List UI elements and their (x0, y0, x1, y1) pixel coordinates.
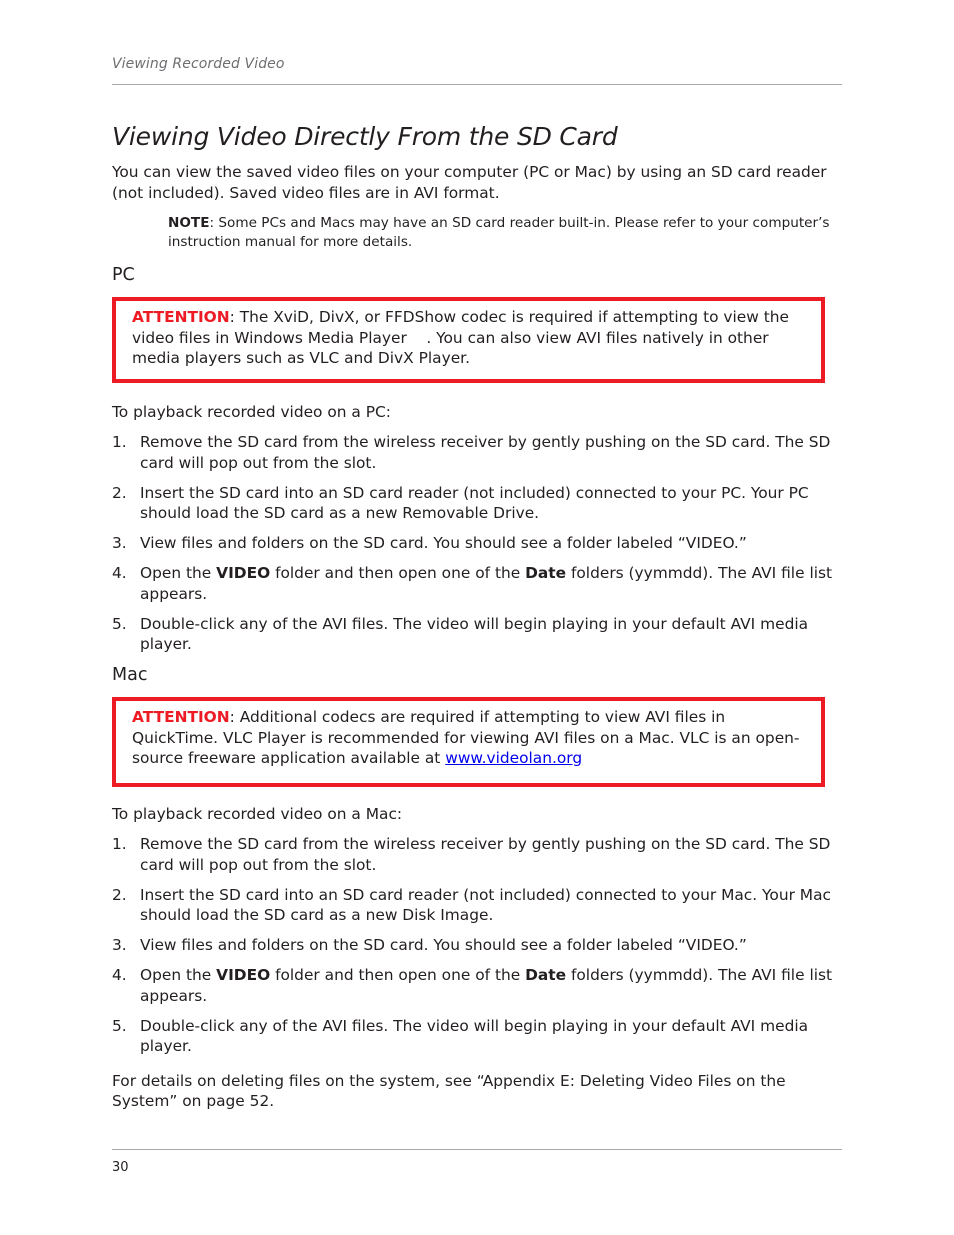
pc-steps-lead: To playback recorded video on a PC: (112, 402, 391, 421)
list-item (112, 1016, 842, 1057)
note (168, 214, 842, 252)
page-content (112, 119, 842, 1112)
step-text: Remove the SD card from the wireless receiver by gently pushing on the SD card. The SD card will pop out from the slot. (140, 433, 831, 472)
step-text: View files and folders on the SD card. You should see a folder labeled “VIDEO.” (140, 534, 747, 552)
page-number: 30 (112, 1160, 129, 1175)
step-number: 3. (112, 534, 127, 552)
list-item (112, 483, 842, 524)
videolan-link[interactable]: www.videolan.org (445, 749, 583, 767)
attention-text: : The XviD, DivX, or FFDShow codec is required if attempting to view the video files in Windows Media Player . You can also view AVI files natively in other media players such as VLC and DivX Player. (132, 308, 794, 367)
note-text: : Some PCs and Macs may have an SD card reader built-in. Please refer to your computer’s instruction manual for more details. (168, 215, 830, 250)
step-text: Insert the SD card into an SD card reader (not included) connected to your PC. Your PC should load the SD card as a new Removable Drive. (140, 483, 809, 522)
step-number: 4. (112, 564, 127, 582)
step-number: 2. (112, 885, 127, 904)
step-text: Double-click any of the AVI files. The video will begin playing in your default AVI media player. (140, 614, 809, 653)
header-rule (112, 84, 842, 85)
list-item (112, 432, 842, 473)
step-number: 2. (112, 483, 127, 502)
list-item (112, 614, 842, 655)
attention-label: ATTENTION (132, 708, 230, 726)
pc-heading: PC (112, 265, 135, 285)
list-item (112, 935, 842, 956)
mac-steps-lead: To playback recorded video on a Mac: (112, 804, 403, 823)
step-text: Remove the SD card from the wireless receiver by gently pushing on the SD card. The SD card will pop out from the slot. (140, 835, 831, 874)
step-text-mid: folder and then open one of the (270, 966, 526, 984)
mac-steps-list (112, 834, 842, 1057)
date-folder-name: Date (525, 966, 567, 984)
step-text-post: folders (yymmdd). The AVI file list appears. (140, 564, 833, 603)
list-item (112, 885, 842, 926)
section-title: Viewing Video Directly From the SD Card (112, 122, 618, 151)
step-number: 5. (112, 614, 127, 633)
pc-steps-list (112, 432, 842, 655)
mac-attention-box (112, 697, 825, 787)
step-number: 4. (112, 966, 127, 984)
video-folder-name: VIDEO (216, 966, 271, 984)
attention-label: ATTENTION (132, 308, 230, 326)
step-text: Double-click any of the AVI files. The video will begin playing in your default AVI media player. (140, 1016, 809, 1055)
step-number: 1. (112, 433, 127, 451)
step-number: 1. (112, 835, 127, 853)
step-text-post: folders (yymmdd). The AVI file list appears. (140, 966, 833, 1005)
running-header: Viewing Recorded Video (112, 56, 285, 72)
step-text: Insert the SD card into an SD card reader (not included) connected to your Mac. Your Mac should load the SD card as a new Disk Image. (140, 885, 831, 924)
list-item (112, 834, 842, 875)
list-item (112, 533, 842, 554)
attention-text: : Additional codecs are required if attempting to view AVI files in QuickTime. VLC Player is recommended for viewing AVI files on a Mac. VLC is an open-source freeware application available at (132, 708, 800, 767)
list-item (112, 965, 842, 1006)
date-folder-name: Date (525, 564, 567, 582)
intro-paragraph: You can view the saved video files on your computer (PC or Mac) by using an SD card reader (not included). Saved video files are in AVI format. (112, 163, 827, 202)
mac-heading: Mac (112, 665, 148, 685)
step-text-mid: folder and then open one of the (270, 564, 526, 582)
note-label: NOTE (168, 215, 210, 231)
list-item (112, 563, 842, 604)
step-text-pre: Open the (140, 966, 217, 984)
step-text: View files and folders on the SD card. You should see a folder labeled “VIDEO.” (140, 936, 747, 954)
step-text-pre: Open the (140, 564, 217, 582)
video-folder-name: VIDEO (216, 564, 271, 582)
step-number: 3. (112, 936, 127, 954)
closing-paragraph: For details on deleting files on the system, see “Appendix E: Deleting Video Files on the System” on page 52. (112, 1071, 786, 1110)
step-number: 5. (112, 1016, 127, 1035)
pc-attention-box (112, 297, 825, 383)
footer-rule (112, 1149, 842, 1150)
